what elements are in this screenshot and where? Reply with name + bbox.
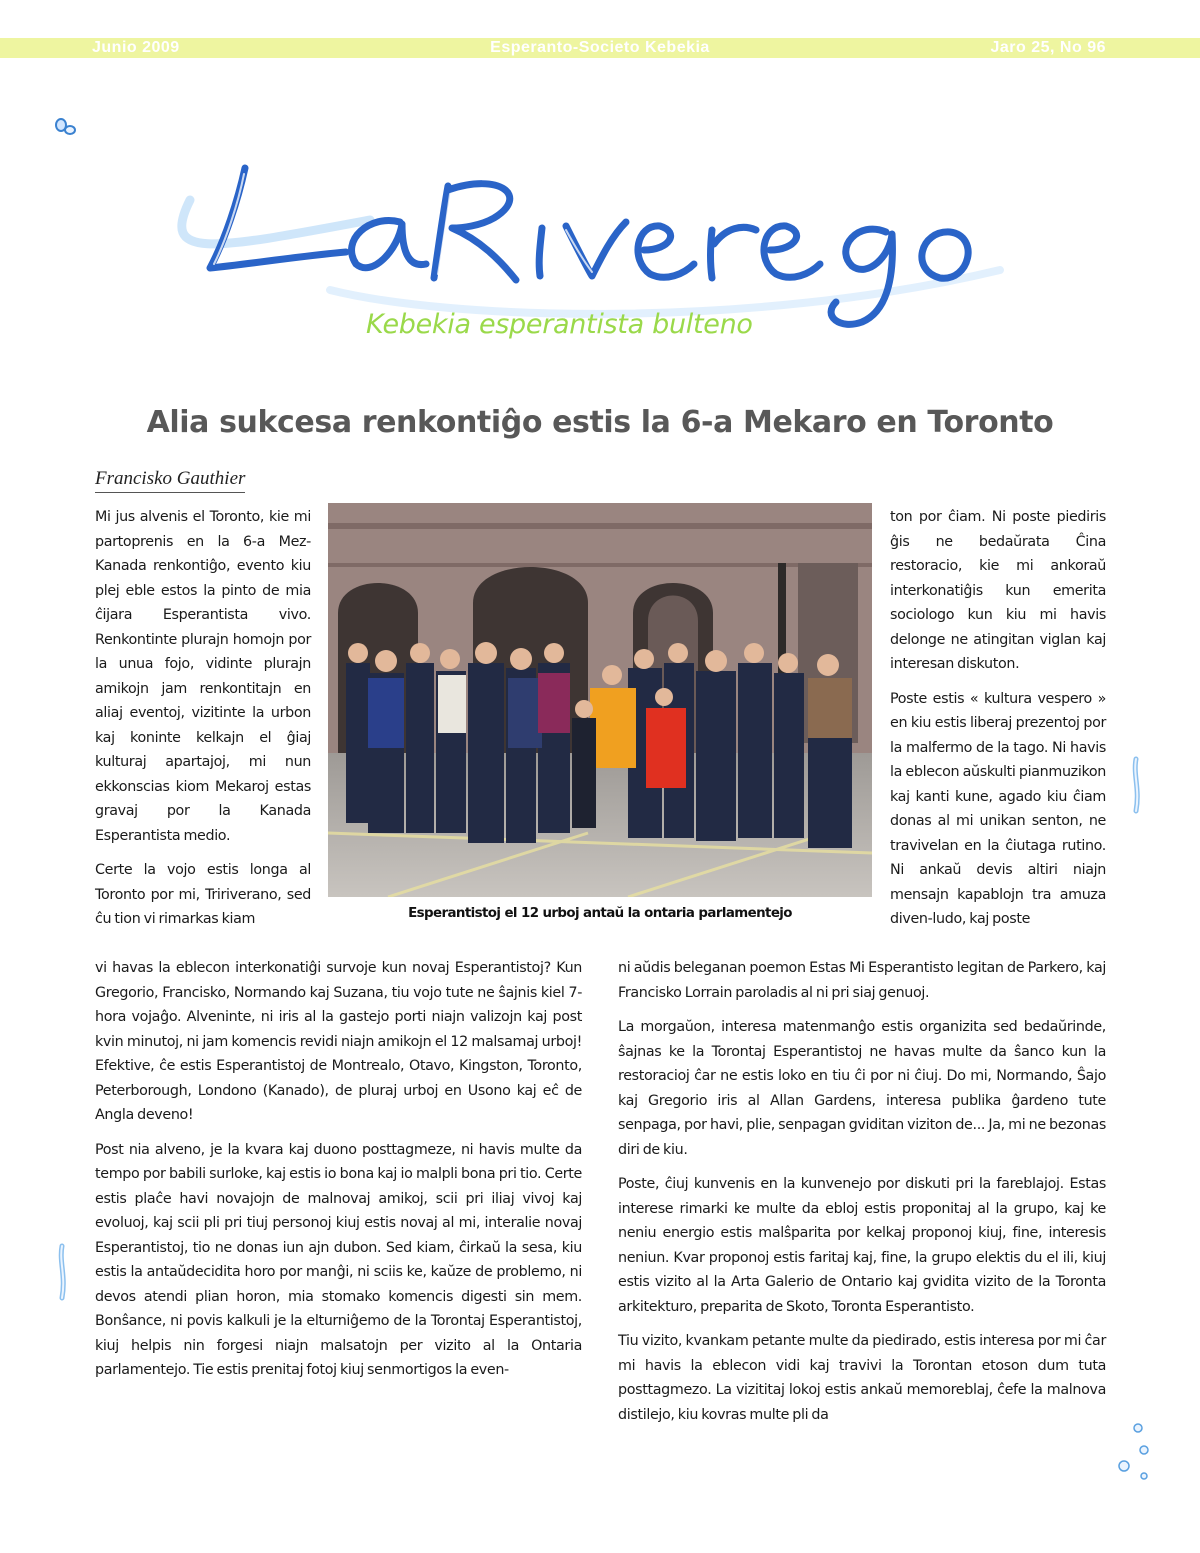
- water-streak-icon: [1126, 755, 1146, 815]
- paragraph: ton por ĉiam. Ni poste piediris ĝis ne bedaŭrata Ĉina restoracio, kie mi ankoraŭ interkonatiĝis kun emerita sociologo kun kiu mi havis delonge ne atingitan viglan kaj interesan diskuton.: [890, 509, 1106, 672]
- paragraph: ni aŭdis beleganan poemon Estas Mi Esperantisto legitan de Parkero, kaj Francisko Lorrain paroladis al ni pri siaj genuoj.: [618, 960, 1106, 1001]
- article-column-left-top: [95, 505, 311, 942]
- issue-date: Junio 2009: [92, 39, 180, 56]
- organization-name: Esperanto-Societo Kebekia: [490, 39, 710, 56]
- water-drop-icon: [52, 116, 78, 138]
- issue-number: Jaro 25, No 96: [990, 39, 1106, 56]
- paragraph: Post nia alveno, je la kvara kaj duono posttagmeze, ni havis multe da tempo por babili surloke, kaj estis io bona kaj io malpli bona pri tio. Certe estis plaĉe havi novajojn de malnovaj amikoj, scii pri iliaj vivoj kaj evoluoj, kaj scii pli pri tiuj personoj kiuj estis novaj al mi, interalie novaj Esperantistoj, tio ne donas iun ajn dubon. Sed kiam, ĉirkaŭ la sesa, kiu estis la antaŭdecidita horo por manĝi, ni sciis ke, kaŭze de problemo, ni devos atendi plian horon, mia stomako komencis digesti sin mem. Bonŝance, ni povis kalkuli je la elturniĝemo de la Torontaj Esperantistoj, kiuj helpis nin forgesi niajn malsatojn per vizito al la Ontaria parlamentejo. Tie estis prenitaj fotoj kiuj senmortigos la even-: [95, 1141, 582, 1378]
- group-photo: [328, 503, 872, 897]
- water-drops-icon: [1110, 1420, 1160, 1490]
- paragraph: vi havas la eblecon interkonatiĝi survoje kun novaj Esperantistoj? Kun Gregorio, Francisko, Normando kaj Suzana, tiu vojo tute ne ŝajnis kiel 7-hora vojaĝo. Alveninte, ni iris al la gastejo porti niajn valizojn kaj post kvin minutoj, ni jam komencis revidi niajn amikojn el 12 malsamaj urboj! Efektive, ĉe estis Esperantistoj de Montrealo, Otavo, Kingston, Toronto, Peterborough, Londono (Kanado), de pluraj urboj en Usono kaj eĉ de Angla deveno!: [95, 960, 582, 1123]
- header-band: [0, 38, 1200, 58]
- masthead-subtitle: Kebekia esperantista bulteno: [366, 309, 753, 340]
- water-streak-icon: [52, 1242, 72, 1302]
- paragraph: Mi jus alvenis el Toronto, kie mi partoprenis en la 6-a Mez-Kanada renkontiĝo, evento kiu plej eble estos la pinto de mia ĉijara Esperantista vivo. Renkontinte plurajn homojn por la unua fojo, vidinte plurajn amikojn jam renkontitajn en aliaj eventoj, vizitinte la urbon kaj koninte kelkajn el ĝiaj kulturaj apartajoj, mi nun ekkonscias kiom Mekaroj estas gravaj por la Kanada Esperantista medio.: [95, 509, 311, 844]
- paragraph: Certe la vojo estis longa al Toronto por mi, Tririverano, sed ĉu tion vi rimarkas kiam: [95, 862, 311, 927]
- photo-caption: Esperantistoj el 12 urboj antaŭ la ontaria parlamentejo: [408, 906, 792, 921]
- group-photo-image: [328, 503, 872, 897]
- paragraph: Poste, ĉiuj kunvenis en la kunvenejo por diskuti pri la fareblajoj. Estas interese rimarki ke multe da ebloj estis proponitaj al la grupo, kaj ke neniu energio estis malŝparita por kelkaj proponoj kiuj, fine, interesis neniun. Kvar proponoj estis faritaj kaj, fine, la grupo elektis du el ili, kiuj estis vizito al la Arta Galerio de Ontario kaj gvidita vizito de la Toronta arkitekturo, preparita de Skoto, Toronta Esperantisto.: [618, 1176, 1106, 1315]
- paragraph: Tiu vizito, kvankam petante multe da piedirado, estis interesa por mi ĉar mi havis la eblecon vidi kaj travivi la Torontan etoson dum tuta posttagmezo. La vizititaj lokoj estis ankaŭ memoreblaj, ĉefe la malnova distilejo, kiu kovras multe pli da: [618, 1333, 1106, 1423]
- article-column-right-bottom: [618, 956, 1106, 1437]
- article-headline: Alia sukcesa renkontiĝo estis la 6-a Mekaro en Toronto: [146, 405, 1054, 440]
- article-column-right-top: [890, 505, 1106, 942]
- article-byline: Francisko Gauthier: [95, 468, 245, 493]
- article-column-left-bottom: [95, 956, 582, 1393]
- paragraph: Poste estis « kultura vespero » en kiu estis liberaj prezentoj por la malfermo de la tago. Ni havis la eblecon aŭskulti pianmuzikon kaj kanti kune, agado kiu ĉiam donas al mi unikan senton, ne travivelan en la ĉiutaga rutino. Ni ankaŭ devis altiri niajn mensajn kapablojn tra amuza diven-ludo, kaj poste: [890, 690, 1106, 927]
- paragraph: La morgaŭon, interesa matenmanĝo estis organizita sed bedaŭrinde, ŝajnas ke la Torontaj Esperantistoj ne havas multe da ŝanco kun la restoracioj ĉar ne estis loko en tiu ĉi por ni ĉiuj. Do mi, Normando, Ŝajo kaj Gregorio iris al Allan Gardens, interesa publika ĝardeno tute senpaga, por havi, plie, senpagan gviditan viziton de... Ja, mi ne bezonas diri de kiu.: [618, 1019, 1106, 1158]
